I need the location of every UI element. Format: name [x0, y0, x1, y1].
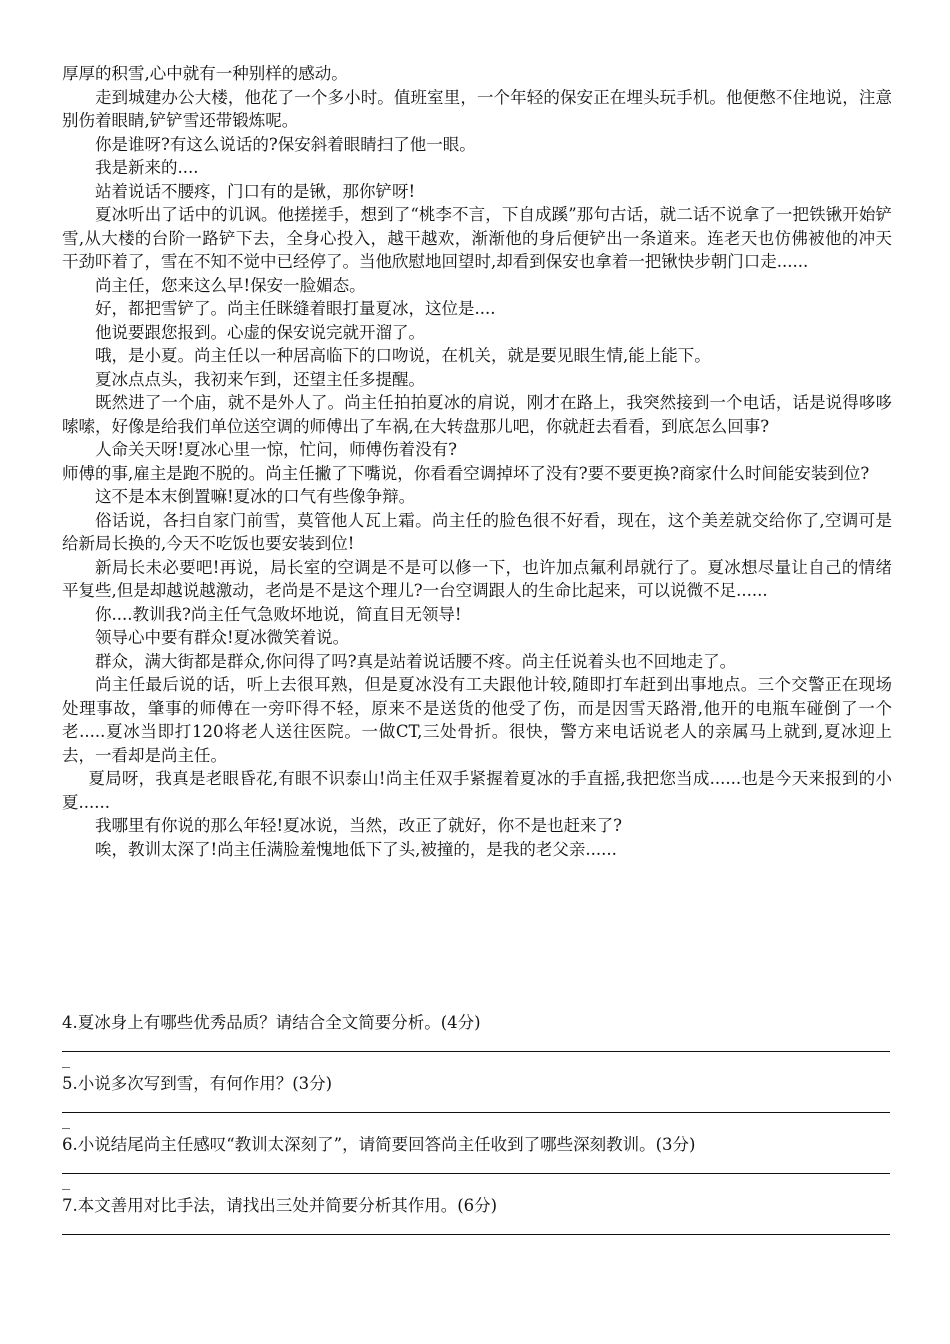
paragraph-22: 夏局呀，我真是老眼昏花,有眼不识泰山!尚主任双手紧握着夏冰的手直摇,我把您当成......也是今天来报到的小夏......	[62, 769, 892, 812]
story-text	[62, 62, 892, 861]
answer-dash-5: _	[62, 1110, 70, 1129]
paragraph-10: 哦，是小夏。尚主任以一种居高临下的口吻说，在机关，就是要见眼生情,能上能下。	[95, 346, 711, 365]
question-7: 7.本文善用对比手法，请找出三处并简要分析其作用。(6分)	[62, 1196, 498, 1215]
paragraph-18: 你....教训我?尚主任气急败坏地说，简直目无领导!	[95, 604, 462, 624]
paragraph-17: 新局长未必要吧!再说，局长室的空调是不是可以修一下，也许加点氟利昂就行了。夏冰想尽量让自己的情绪平复些,但是却越说越激动，老尚是不是这个理儿?一台空调跟人的生命比起来，可以说微不足......	[62, 557, 892, 600]
paragraph-12: 既然进了一个庙，就不是外人了。尚主任拍拍夏冰的肩说，刚才在路上，我突然接到一个电话，话是说得哆哆嗦嗦，好像是给我们单位送空调的师傅出了车祸,在大转盘那儿吧，你就赶去看看，到底怎么回事?	[62, 393, 892, 436]
paragraph-20: 群众，满大街都是群众,你问得了吗?真是站着说话腰不疼。尚主任说着头也不回地走了。	[95, 651, 737, 671]
paragraph-2: 走到城建办公大楼，他花了一个多小时。值班室里，一个年轻的保安正在埋头玩手机。他便憋不住地说，注意别伤着眼睛,铲铲雪还带锻炼呢。	[62, 87, 892, 130]
answer-dash-4: _	[62, 1049, 70, 1068]
paragraph-19: 领导心中要有群众!夏冰微笑着说。	[95, 628, 350, 647]
paragraph-3: 你是谁呀?有这么说话的?保安斜着眼睛扫了他一眼。	[95, 134, 476, 154]
paragraph-11: 夏冰点点头，我初来乍到，还望主任多提醒。	[95, 369, 425, 389]
paragraph-21: 尚主任最后说的话，听上去很耳熟，但是夏冰没有工夫跟他计较,随即打车赶到出事地点。三个交警正在现场处理事故，肇事的师傅在一旁吓得不轻，原来不是送货的他受了伤，而是因雪天路滑,他开的电瓶车碰倒了一个老.....夏冰当即打120将老人送往医院。一做CT,三处骨折。很快，警方来电话说老人的亲属马上就到,夏冰迎上去，一看却是尚主任。	[62, 675, 892, 765]
questions-section	[62, 1011, 892, 1235]
answer-dash-6: _	[62, 1171, 70, 1190]
paragraph-15: 这不是本末倒置嘛!夏冰的口气有些像争辩。	[95, 487, 416, 506]
paragraph-8: 好，都把雪铲了。尚主任眯缝着眼打量夏冰，这位是....	[95, 299, 496, 318]
paragraph-7: 尚主任，您来这么早!保安一脸媚态。	[95, 275, 366, 295]
paragraph-16: 俗话说，各扫自家门前雪，莫管他人瓦上霜。尚主任的脸色很不好看，现在，这个美差就交给你了,空调可是给新局长换的,今天不吃饭也要安装到位!	[62, 510, 892, 553]
paragraph-9: 他说要跟您报到。心虚的保安说完就开溜了。	[95, 322, 425, 342]
paragraph-5: 站着说话不腰疼，门口有的是锹，那你铲呀!	[95, 181, 416, 201]
paragraph-1: 厚厚的积雪,心中就有一种别样的感动。	[62, 64, 348, 83]
question-5: 5.小说多次写到雪，有何作用？(3分)	[62, 1074, 333, 1093]
question-6: 6.小说结尾尚主任感叹“教训太深刻了”，请简要回答尚主任收到了哪些深刻教训。(3分)	[62, 1135, 696, 1154]
paragraph-13: 人命关天呀!夏冰心里一惊，忙问，师傅伤着没有?	[95, 440, 457, 459]
paragraph-24: 唉，教训太深了!尚主任满脸羞愧地低下了头,被撞的，是我的老父亲......	[95, 839, 617, 859]
paragraph-6: 夏冰听出了话中的讥讽。他搓搓手，想到了“桃李不言，下自成蹊”那句古话，就二话不说拿了一把铁锹开始铲雪,从大楼的台阶一路铲下去，全身心投入，越干越欢，渐渐他的身后便铲出一条道来。连老天也仿佛被他的冲天干劲吓着了，雪在不知不觉中已经停了。当他欣慰地回望时,却看到保安也拿着一把锹快步朝门口走......	[62, 205, 892, 271]
paragraph-23: 我哪里有你说的那么年轻!夏冰说，当然，改正了就好，你不是也赶来了?	[95, 816, 622, 835]
answer-line-7[interactable]	[62, 1234, 890, 1235]
paragraph-4: 我是新来的....	[95, 158, 199, 177]
question-4: 4.夏冰身上有哪些优秀品质？请结合全文简要分析。(4分)	[62, 1013, 481, 1032]
paragraph-14: 师傅的事,雇主是跑不脱的。尚主任撇了下嘴说，你看看空调掉坏了没有?要不要更换?商家什么时间能安装到位?	[62, 463, 870, 483]
